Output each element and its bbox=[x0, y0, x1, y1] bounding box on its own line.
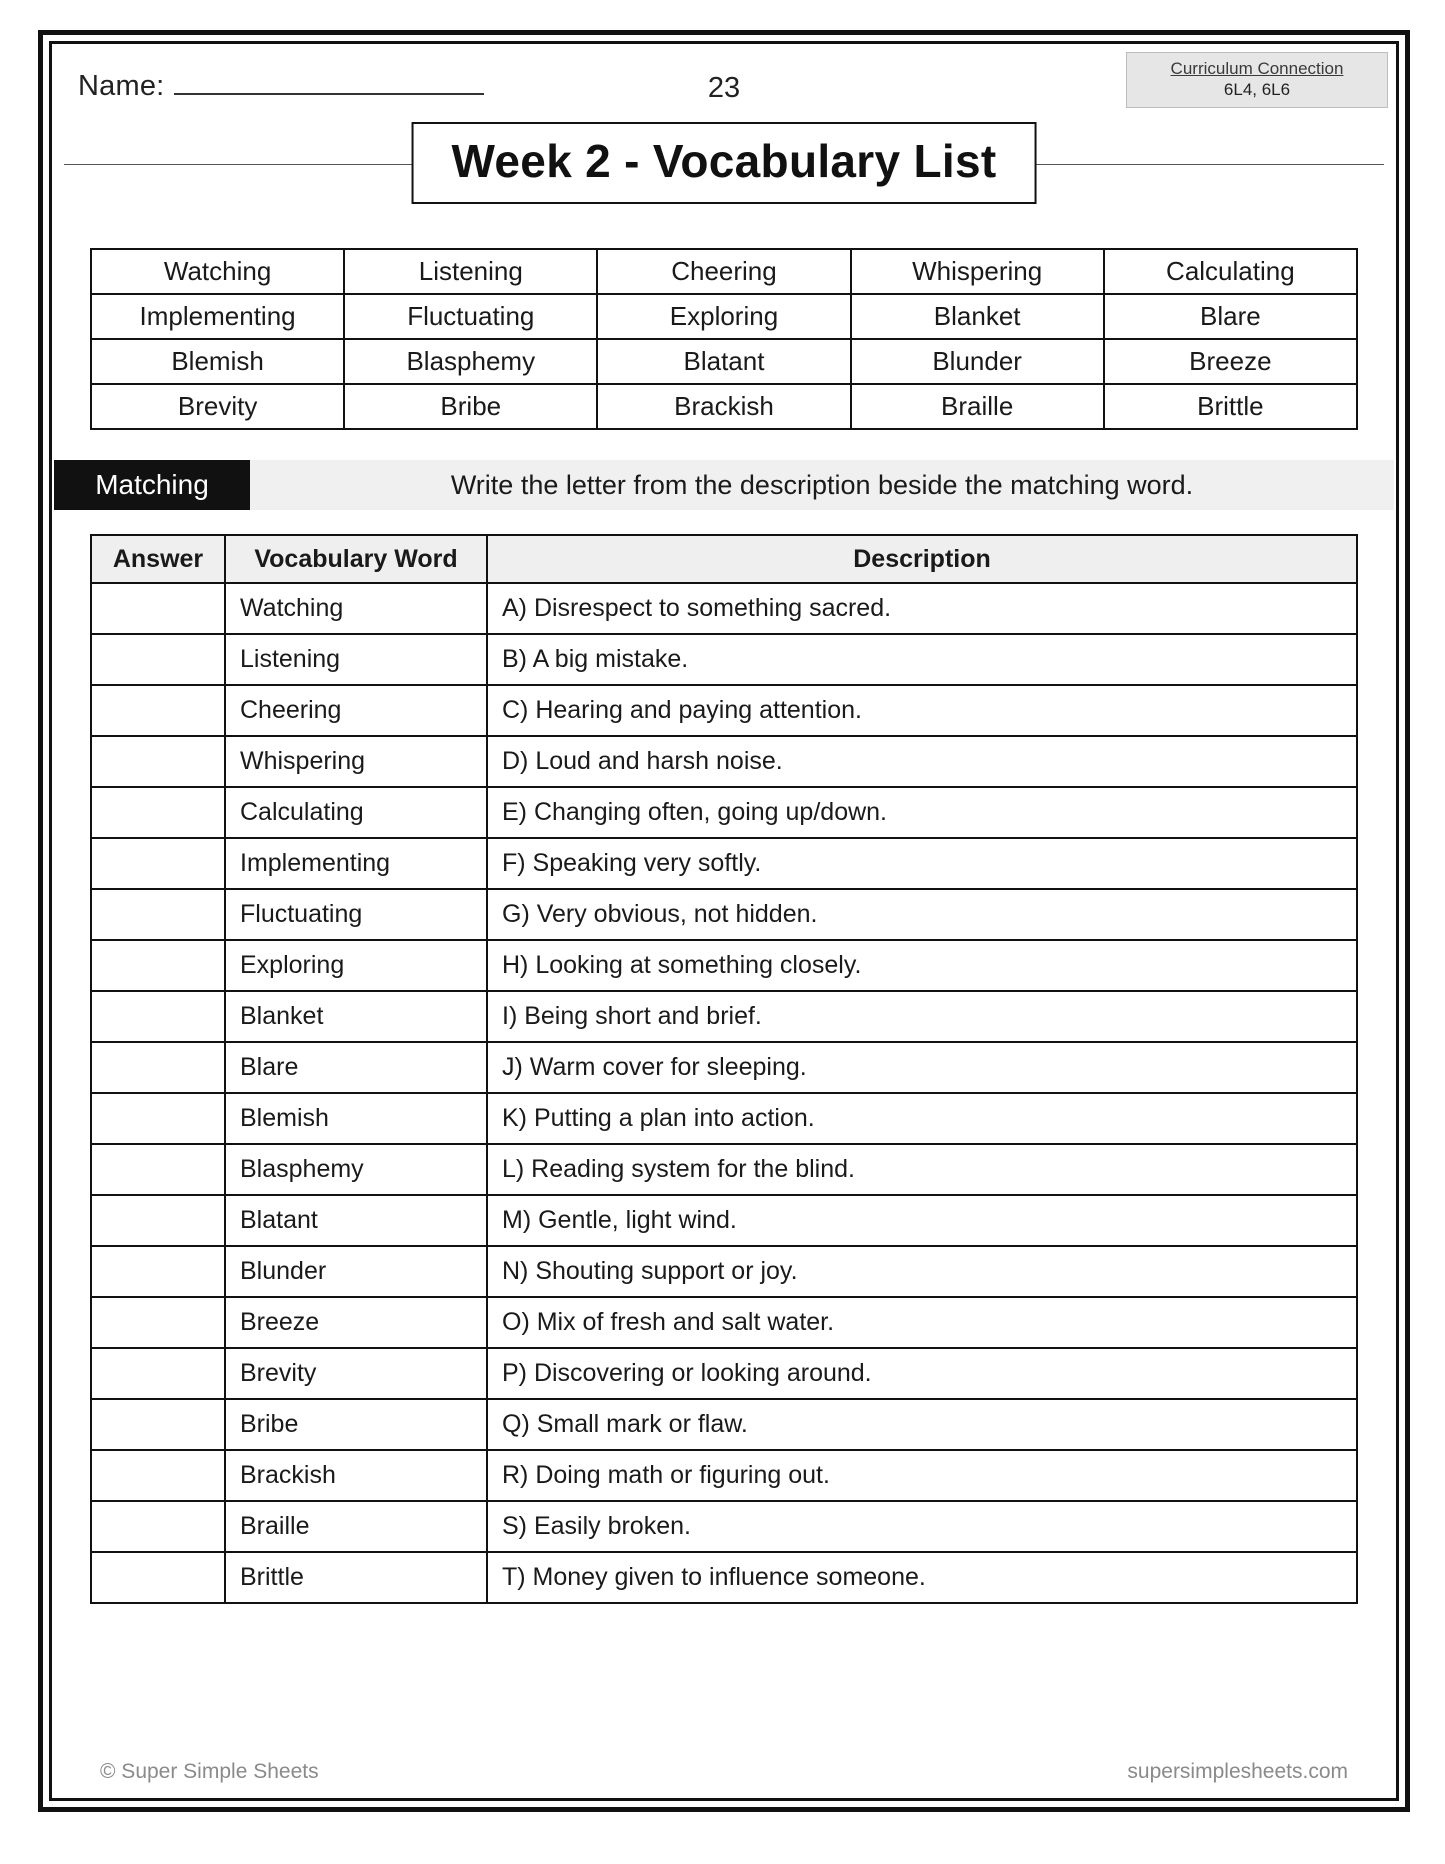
answer-blank-cell[interactable] bbox=[91, 1297, 225, 1348]
matching-table bbox=[90, 534, 1358, 1604]
title-band bbox=[52, 122, 1396, 206]
answer-blank-cell[interactable] bbox=[91, 1348, 225, 1399]
description-cell: M) Gentle, light wind. bbox=[487, 1195, 1357, 1246]
section-instruction-text: Write the letter from the description beside the matching word. bbox=[250, 460, 1394, 510]
answer-blank-cell[interactable] bbox=[91, 889, 225, 940]
matching-table-body bbox=[91, 583, 1357, 1603]
page-title: Week 2 - Vocabulary List bbox=[451, 135, 997, 187]
description-cell: Q) Small mark or flaw. bbox=[487, 1399, 1357, 1450]
description-cell: D) Loud and harsh noise. bbox=[487, 736, 1357, 787]
description-cell: S) Easily broken. bbox=[487, 1501, 1357, 1552]
description-cell: N) Shouting support or joy. bbox=[487, 1246, 1357, 1297]
table-row bbox=[91, 1348, 1357, 1399]
table-row bbox=[91, 1297, 1357, 1348]
answer-blank-cell[interactable] bbox=[91, 1399, 225, 1450]
word-bank-cell: Listening bbox=[344, 249, 597, 294]
description-cell: K) Putting a plan into action. bbox=[487, 1093, 1357, 1144]
curriculum-connection-box bbox=[1126, 52, 1388, 108]
table-row bbox=[91, 736, 1357, 787]
answer-blank-cell[interactable] bbox=[91, 583, 225, 634]
answer-blank-cell[interactable] bbox=[91, 736, 225, 787]
vocabulary-word-cell: Blatant bbox=[225, 1195, 487, 1246]
matching-table-head bbox=[91, 535, 1357, 583]
description-cell: O) Mix of fresh and salt water. bbox=[487, 1297, 1357, 1348]
vocabulary-word-cell: Brevity bbox=[225, 1348, 487, 1399]
footer bbox=[100, 1760, 1348, 1784]
table-row bbox=[91, 787, 1357, 838]
description-cell: J) Warm cover for sleeping. bbox=[487, 1042, 1357, 1093]
vocabulary-word-cell: Brackish bbox=[225, 1450, 487, 1501]
table-row bbox=[91, 889, 1357, 940]
word-bank-row bbox=[91, 249, 1357, 294]
word-bank-cell: Calculating bbox=[1104, 249, 1357, 294]
curriculum-connection-title: Curriculum Connection bbox=[1170, 59, 1344, 79]
word-bank-cell: Blatant bbox=[597, 339, 850, 384]
word-bank-row bbox=[91, 384, 1357, 429]
page-border-outer bbox=[38, 30, 1410, 1812]
section-tag-label: Matching bbox=[54, 460, 250, 510]
word-bank-cell: Brackish bbox=[597, 384, 850, 429]
description-cell: R) Doing math or figuring out. bbox=[487, 1450, 1357, 1501]
vocabulary-word-cell: Blemish bbox=[225, 1093, 487, 1144]
vocabulary-word-cell: Braille bbox=[225, 1501, 487, 1552]
column-header-answer: Answer bbox=[91, 535, 225, 583]
vocabulary-word-cell: Blanket bbox=[225, 991, 487, 1042]
vocabulary-word-cell: Exploring bbox=[225, 940, 487, 991]
word-bank-cell: Blare bbox=[1104, 294, 1357, 339]
table-row bbox=[91, 1093, 1357, 1144]
vocabulary-word-cell: Listening bbox=[225, 634, 487, 685]
answer-blank-cell[interactable] bbox=[91, 1552, 225, 1603]
table-row bbox=[91, 685, 1357, 736]
description-cell: A) Disrespect to something sacred. bbox=[487, 583, 1357, 634]
name-label: Name: bbox=[78, 70, 165, 102]
answer-blank-cell[interactable] bbox=[91, 1042, 225, 1093]
word-bank-body bbox=[91, 249, 1357, 429]
answer-blank-cell[interactable] bbox=[91, 838, 225, 889]
vocabulary-word-cell: Blare bbox=[225, 1042, 487, 1093]
vocabulary-word-cell: Bribe bbox=[225, 1399, 487, 1450]
header bbox=[52, 44, 1396, 116]
word-bank-cell: Fluctuating bbox=[344, 294, 597, 339]
column-header-description: Description bbox=[487, 535, 1357, 583]
word-bank-cell: Exploring bbox=[597, 294, 850, 339]
section-header-matching bbox=[54, 460, 1394, 510]
footer-copyright: © Super Simple Sheets bbox=[100, 1760, 319, 1783]
table-row bbox=[91, 940, 1357, 991]
answer-blank-cell[interactable] bbox=[91, 1246, 225, 1297]
description-cell: B) A big mistake. bbox=[487, 634, 1357, 685]
footer-website: supersimplesheets.com bbox=[1127, 1760, 1348, 1783]
description-cell: F) Speaking very softly. bbox=[487, 838, 1357, 889]
word-bank-cell: Blasphemy bbox=[344, 339, 597, 384]
word-bank-row bbox=[91, 294, 1357, 339]
table-header-row bbox=[91, 535, 1357, 583]
word-bank-cell: Blunder bbox=[851, 339, 1104, 384]
vocabulary-word-cell: Watching bbox=[225, 583, 487, 634]
word-bank-cell: Braille bbox=[851, 384, 1104, 429]
description-cell: L) Reading system for the blind. bbox=[487, 1144, 1357, 1195]
answer-blank-cell[interactable] bbox=[91, 1501, 225, 1552]
answer-blank-cell[interactable] bbox=[91, 685, 225, 736]
word-bank-grid bbox=[90, 248, 1358, 430]
description-cell: T) Money given to influence someone. bbox=[487, 1552, 1357, 1603]
vocabulary-word-cell: Implementing bbox=[225, 838, 487, 889]
table-row bbox=[91, 838, 1357, 889]
curriculum-connection-codes: 6L4, 6L6 bbox=[1223, 80, 1291, 99]
table-row bbox=[91, 1042, 1357, 1093]
word-bank-cell: Blanket bbox=[851, 294, 1104, 339]
word-bank-cell: Implementing bbox=[91, 294, 344, 339]
page-number: 23 bbox=[707, 72, 741, 104]
description-cell: H) Looking at something closely. bbox=[487, 940, 1357, 991]
description-cell: I) Being short and brief. bbox=[487, 991, 1357, 1042]
table-row bbox=[91, 1552, 1357, 1603]
answer-blank-cell[interactable] bbox=[91, 1195, 225, 1246]
vocabulary-word-cell: Blasphemy bbox=[225, 1144, 487, 1195]
column-header-vocabulary-word: Vocabulary Word bbox=[225, 535, 487, 583]
table-row bbox=[91, 1501, 1357, 1552]
table-row bbox=[91, 1144, 1357, 1195]
vocabulary-word-cell: Blunder bbox=[225, 1246, 487, 1297]
page-content bbox=[52, 44, 1396, 1798]
description-cell: C) Hearing and paying attention. bbox=[487, 685, 1357, 736]
answer-blank-cell[interactable] bbox=[91, 634, 225, 685]
table-row bbox=[91, 991, 1357, 1042]
word-bank-cell: Brittle bbox=[1104, 384, 1357, 429]
table-row bbox=[91, 634, 1357, 685]
word-bank-cell: Bribe bbox=[344, 384, 597, 429]
word-bank-cell: Brevity bbox=[91, 384, 344, 429]
vocabulary-word-cell: Cheering bbox=[225, 685, 487, 736]
vocabulary-word-cell: Brittle bbox=[225, 1552, 487, 1603]
answer-blank-cell[interactable] bbox=[91, 991, 225, 1042]
page-border-inner bbox=[49, 41, 1399, 1801]
word-bank-cell: Breeze bbox=[1104, 339, 1357, 384]
vocabulary-word-cell: Whispering bbox=[225, 736, 487, 787]
vocabulary-word-cell: Breeze bbox=[225, 1297, 487, 1348]
word-bank-cell: Blemish bbox=[91, 339, 344, 384]
description-cell: G) Very obvious, not hidden. bbox=[487, 889, 1357, 940]
table-row bbox=[91, 1195, 1357, 1246]
table-row bbox=[91, 583, 1357, 634]
table-row bbox=[91, 1450, 1357, 1501]
table-row bbox=[91, 1246, 1357, 1297]
description-cell: E) Changing often, going up/down. bbox=[487, 787, 1357, 838]
answer-blank-cell[interactable] bbox=[91, 1144, 225, 1195]
word-bank-cell: Watching bbox=[91, 249, 344, 294]
vocabulary-word-cell: Calculating bbox=[225, 787, 487, 838]
page-title-box bbox=[412, 122, 1037, 204]
word-bank-cell: Whispering bbox=[851, 249, 1104, 294]
word-bank-row bbox=[91, 339, 1357, 384]
description-cell: P) Discovering or looking around. bbox=[487, 1348, 1357, 1399]
answer-blank-cell[interactable] bbox=[91, 1093, 225, 1144]
vocabulary-word-cell: Fluctuating bbox=[225, 889, 487, 940]
answer-blank-cell[interactable] bbox=[91, 1450, 225, 1501]
table-row bbox=[91, 1399, 1357, 1450]
word-bank-cell: Cheering bbox=[597, 249, 850, 294]
answer-blank-cell[interactable] bbox=[91, 787, 225, 838]
answer-blank-cell[interactable] bbox=[91, 940, 225, 991]
